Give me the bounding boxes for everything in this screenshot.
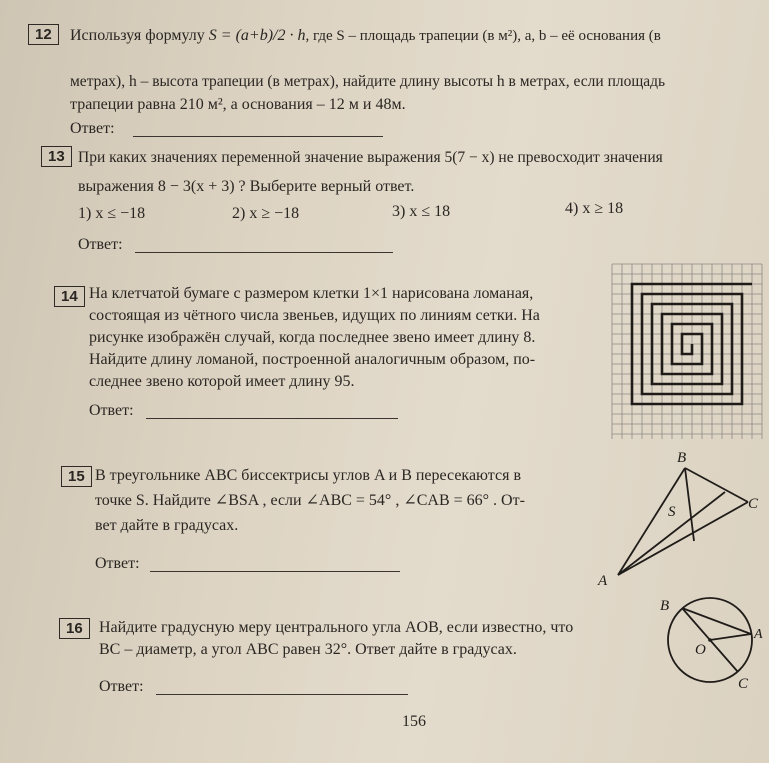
label-s: S — [668, 504, 676, 520]
q12-text-line1 — [70, 27, 661, 45]
q12-answer-line[interactable] — [133, 136, 383, 137]
q14-answer-label: Ответ: — [89, 402, 134, 419]
q14-text-line1: На клетчатой бумаге с размером клетки 1×1 нарисована ломаная, — [89, 285, 534, 302]
q15-text-line2: точке S. Найдите ∠BSA , если ∠ABC = 54° , ∠CAB = 66° . От- — [95, 492, 525, 509]
q16-answer-line[interactable] — [156, 694, 408, 695]
q15-answer-line[interactable] — [150, 571, 400, 572]
q14-text-line2: состоящая из чётного числа звеньев, идущих по линиям сетки. На — [89, 307, 540, 324]
q13-answer-line[interactable] — [135, 252, 393, 253]
q12-text-line3: трапеции равна 210 м², а основания – 12 м и 48м. — [70, 96, 406, 113]
grid-lines — [612, 264, 762, 439]
radius-oa — [710, 634, 751, 640]
label-b: B — [677, 450, 687, 466]
q13-text-line2: выражения 8 − 3(x + 3) ? Выберите верный ответ. — [78, 178, 415, 195]
label-c: C — [738, 676, 749, 692]
q13-answer-label: Ответ: — [78, 236, 123, 253]
side-bc — [685, 468, 748, 502]
circle-figure — [640, 592, 765, 692]
page-number: 156 — [402, 713, 426, 730]
q14-text-line4: Найдите длину ломаной, построенной аналогичным образом, по- — [89, 351, 536, 368]
q16-number: 16 — [59, 618, 90, 639]
q13-option-1[interactable]: 1) x ≤ −18 — [78, 205, 146, 222]
q16-text-line2: BC – диаметр, а угол ABC равен 32°. Ответ дайте в градусах. — [99, 641, 517, 658]
q12-number: 12 — [28, 24, 59, 45]
q16-text-line1: Найдите градусную меру центрального угла AOB, если известно, что — [99, 619, 574, 636]
label-c: C — [748, 496, 759, 512]
spiral-grid-figure — [612, 264, 762, 439]
center-point — [708, 638, 712, 642]
label-a: A — [754, 627, 763, 642]
label-a: A — [598, 573, 608, 589]
q16-answer-label: Ответ: — [99, 678, 144, 695]
q15-number: 15 — [61, 466, 92, 487]
q14-answer-line[interactable] — [146, 418, 398, 419]
q12-text-line2: метрах), h – высота трапеции (в метрах), найдите длину высоты h в метрах, если площадь — [70, 73, 666, 90]
q15-text-line1: В треугольнике ABC биссектрисы углов A и B пересекаются в — [95, 467, 521, 484]
q12-text-intro: Используя формулу — [70, 27, 205, 44]
q13-option-3[interactable]: 3) x ≤ 18 — [392, 203, 451, 220]
label-b: B — [660, 598, 670, 614]
side-ab — [618, 468, 685, 575]
q13-option-4[interactable]: 4) x ≥ 18 — [565, 200, 624, 217]
q13-text-line1: При каких значениях переменной значение выражения 5(7 − x) не превосходит значения — [78, 149, 663, 166]
label-o: O — [695, 642, 706, 658]
bisector-b — [685, 468, 694, 541]
q14-number: 14 — [54, 286, 85, 307]
side-ac — [618, 502, 748, 575]
q14-text-line3: рисунке изображён случай, когда последнее звено имеет длину 8. — [89, 329, 536, 346]
q15-answer-label: Ответ: — [95, 555, 140, 572]
q13-option-2[interactable]: 2) x ≥ −18 — [232, 205, 300, 222]
q15-text-line3: вет дайте в градусах. — [95, 517, 239, 534]
q12-text-rest: , где S – площадь трапеции (в м²), a, b – её основания (в — [305, 28, 661, 44]
triangle-figure — [590, 440, 765, 590]
q12-formula: S = (a+b)/2 · h — [208, 27, 306, 44]
q13-number: 13 — [41, 146, 72, 167]
q14-text-line5: следнее звено которой имеет длину 95. — [89, 373, 355, 390]
q12-answer-label: Ответ: — [70, 120, 115, 137]
